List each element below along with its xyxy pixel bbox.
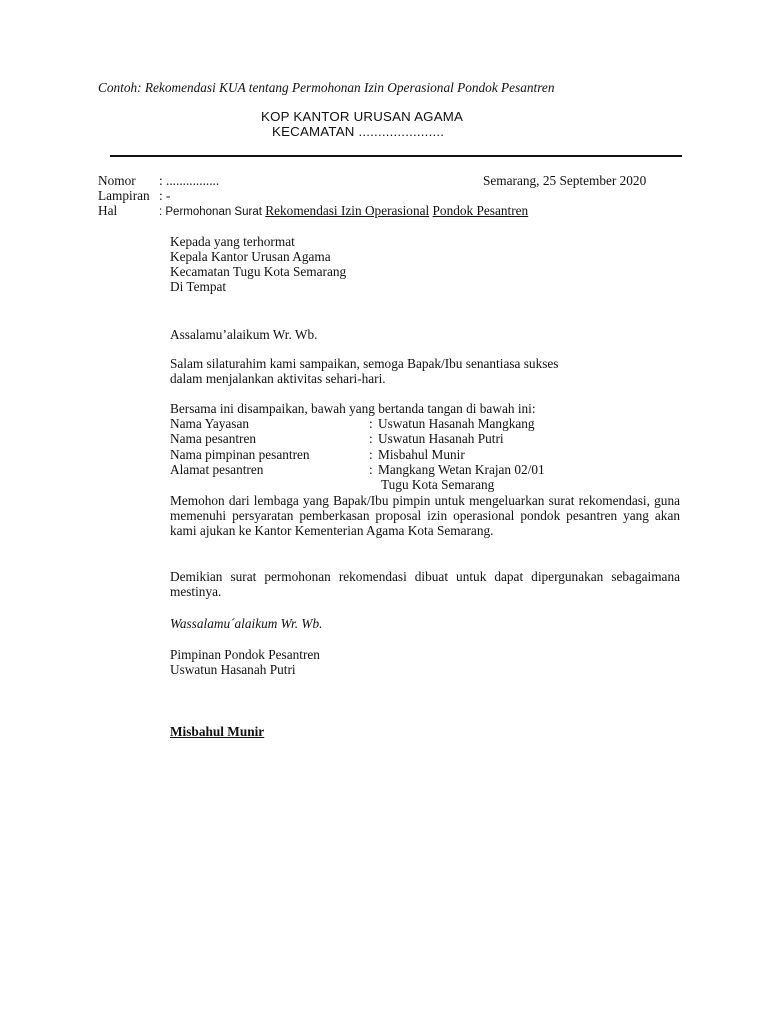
lampiran-label: Lampiran <box>98 188 150 203</box>
hal-subject-part2: Pondok Pesantren <box>432 203 529 218</box>
hal-label: Hal <box>98 203 118 218</box>
field-label: Nama pimpinan pesantren <box>170 447 310 462</box>
recipient-line-2: Kepala Kantor Urusan Agama <box>170 249 331 264</box>
field-value: Uswatun Hasanah Putri <box>378 431 504 446</box>
address-line-2: Tugu Kota Semarang <box>381 477 495 492</box>
intro-text: Bersama ini disampaikan, bawah yang bertanda tangan di bawah ini: <box>170 401 536 416</box>
signature-institution: Uswatun Hasanah Putri <box>170 662 296 677</box>
recipient-line-4: Di Tempat <box>170 279 227 294</box>
field-value: Misbahul Munir <box>378 447 465 462</box>
field-colon: : <box>369 416 373 431</box>
nomor-label: Nomor <box>98 173 136 188</box>
letterhead-subtitle: KECAMATAN ...................... <box>272 124 445 139</box>
example-note: Contoh: Rekomendasi KUA tentang Permohonan Izin Operasional Pondok Pesantren <box>98 80 555 95</box>
opening-line-2: dalam menjalankan aktivitas sehari-hari. <box>170 371 386 386</box>
field-colon: : <box>369 462 373 477</box>
recipient-line-1: Kepada yang terhormat <box>170 234 295 249</box>
field-value: Uswatun Hasanah Mangkang <box>378 416 535 431</box>
letter-date: Semarang, 25 September 2020 <box>483 173 647 188</box>
letterhead-divider <box>110 155 682 157</box>
signatory-name: Misbahul Munir <box>170 724 265 739</box>
hal-subject-part1: Rekomendasi Izin Operasional <box>265 203 430 218</box>
field-label: Nama pesantren <box>170 431 257 446</box>
field-colon: : <box>369 447 373 462</box>
recipient-line-3: Kecamatan Tugu Kota Semarang <box>170 264 347 279</box>
nomor-value: : ................ <box>159 173 220 188</box>
salutation: Assalamu’alaikum Wr. Wb. <box>170 327 318 342</box>
hal-prefix: : Permohonan Surat <box>159 206 262 218</box>
closing-paragraph: Demikian surat permohonan rekomendasi dibuat untuk dapat dipergunakan sebagaimana mestinya. <box>170 569 680 599</box>
field-colon: : <box>369 431 373 446</box>
letterhead-title: KOP KANTOR URUSAN AGAMA <box>261 109 464 124</box>
closing-salutation: Wassalamu´alaikum Wr. Wb. <box>170 616 323 631</box>
request-paragraph: Memohon dari lembaga yang Bapak/Ibu pimpin untuk mengeluarkan surat rekomendasi, guna memenuhi persyaratan pemberkasan proposal izin operasional pondok pesantren yang akan kami ajukan ke Kantor Kementerian Agama Kota Semarang. <box>170 493 680 538</box>
field-label: Alamat pesantren <box>170 462 264 477</box>
field-label: Nama Yayasan <box>170 416 250 431</box>
signature-title: Pimpinan Pondok Pesantren <box>170 647 320 662</box>
hal-line <box>159 203 528 220</box>
lampiran-value: : - <box>159 188 171 203</box>
field-value: Mangkang Wetan Krajan 02/01 <box>378 462 545 477</box>
opening-line-1: Salam silaturahim kami sampaikan, semoga Bapak/Ibu senantiasa sukses <box>170 356 559 371</box>
